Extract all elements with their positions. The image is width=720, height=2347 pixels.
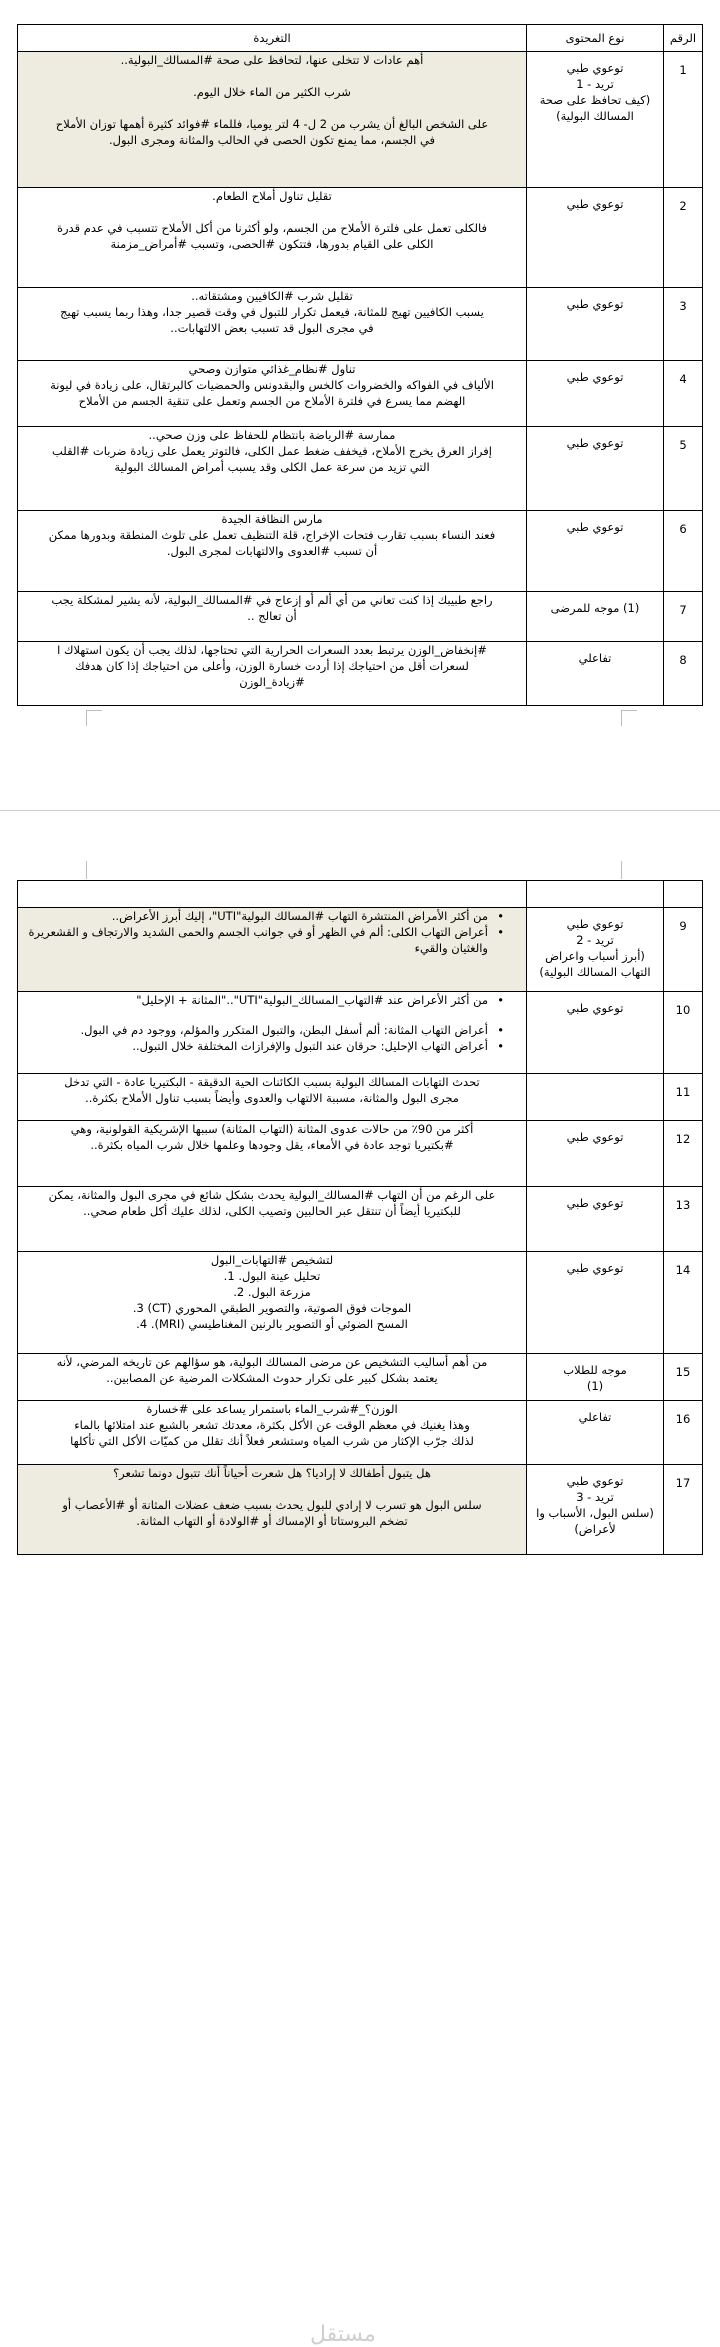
crop-mark — [86, 710, 87, 726]
text-line: (كيف تحافظ على صحة — [539, 93, 651, 107]
text-line: توعوي طبي — [566, 197, 624, 211]
text-line: (سلس البول، الأسباب وا — [536, 1506, 654, 1520]
text-line: الألياف في الفواكه والخضروات كالخس والبقدونس والحمضيات كالبرتقال، على زيادة في ليونة — [50, 378, 494, 392]
text-line: لذلك جرّب الإكثار من شرب المياه وستشعر فعلاً أنك تقلل من كميّات الأكل التي تأكلها — [70, 1434, 474, 1448]
text-line: راجع طبيبك إذا كنت تعاني من أي ألم أو إزعاج في #المسالك_البولية، لأنه يشير لمشكلة يجب — [51, 593, 493, 607]
text-line: سلس البول هو تسرب لا إرادي للبول يحدث بسبب ضعف عضلات المثانة أو #الأعصاب أو — [62, 1498, 482, 1512]
text-line: المسالك البولية) — [556, 109, 634, 123]
item-number: 2. — [233, 1285, 245, 1299]
text-line: الهضم مما يسرع في فلترة الأملاح من الجسم وتعمل على تنقية الجسم من الأملاح — [78, 394, 466, 408]
tweet-cell — [18, 908, 527, 992]
item-number: 3. — [132, 1301, 144, 1315]
content-type-cell — [527, 592, 664, 642]
header-num: الرقم — [664, 25, 703, 52]
table-row — [18, 188, 703, 288]
numbered-item — [26, 1300, 518, 1316]
text-line: الوزن؟_#شرب_الماء باستمرار يساعد على #خسارة — [146, 1402, 398, 1416]
text-line — [26, 1481, 518, 1497]
content-type-cell — [527, 1401, 664, 1465]
bullet-item: • أعراض التهاب الكلى: ألم في الظهر أو في جوانب الجسم والحمى الشديد والارتجاف و القشعريرة والغثيان والقيء — [26, 924, 518, 956]
table-row — [18, 427, 703, 511]
content-type-cell — [527, 992, 664, 1074]
content-type-cell — [527, 1354, 664, 1401]
bullet-item: • أعراض التهاب المثانة: ألم أسفل البطن، والتبول المتكرر والمؤلم، ووجود دم في البول. — [26, 1022, 518, 1038]
text-line: فعند النساء بسبب تقارب فتحات الإخراج، قلة التنظيف تعمل على تلوث المنطقة وبدورها ممكن — [48, 528, 496, 542]
document-page-1 — [0, 0, 720, 810]
numbered-item — [26, 1284, 518, 1300]
tweet-cell — [18, 52, 527, 188]
tweet-cell — [18, 992, 527, 1074]
table-row — [18, 1074, 703, 1121]
text-line: توعوي طبي — [566, 917, 624, 931]
text-line: توعوي طبي — [566, 1196, 624, 1210]
text-line: توعوي طبي — [566, 1474, 624, 1488]
text-line: شرب الكثير من الماء خلال اليوم. — [193, 85, 351, 99]
tweet-cell — [18, 361, 527, 427]
content-type-cell — [527, 1465, 664, 1555]
bullet-item: • من أكثر الأمراض المنتشرة التهاب #المسالك البولية"UTI"، إليك أبرز الأعراض.. — [26, 908, 518, 924]
row-number: 8 — [664, 642, 703, 706]
text-line: (أبرز أسباب واعراض — [545, 949, 645, 963]
text-line: #بكتيريا توجد عادة في الأمعاء، يقل وجودها وعلمها خلال شرب المياه بكثرة.. — [90, 1138, 454, 1152]
tweet-cell — [18, 288, 527, 361]
text-line: تريد - 1 — [576, 77, 614, 91]
bullet-item: • من أكثر الأعراض عند #التهاب_المسالك_البولية"UTI".."المثانة + الإحليل" — [26, 992, 518, 1008]
content-type-cell — [527, 1121, 664, 1187]
tweet-cell — [18, 1252, 527, 1354]
row-number: 17 — [664, 1465, 703, 1555]
tweet-cell — [18, 592, 527, 642]
text-line: يعتمد بشكل كبير على تكرار حدوث المشكلات المرضية عن المصابين.. — [106, 1371, 438, 1385]
header-tweet: التغريدة — [18, 25, 527, 52]
text-line: في مجرى البول قد تسبب بعض الالتهابات.. — [170, 321, 374, 335]
table-row — [18, 992, 703, 1074]
table-row — [18, 511, 703, 592]
table-row — [18, 288, 703, 361]
text-line: لأعراض) — [574, 1522, 616, 1536]
text-line: توعوي طبي — [566, 370, 624, 384]
text-line: أكثر من 90٪ من حالات عدوى المثانة (التهاب المثانة) سببها الإشريكية القولونية، وهي — [70, 1122, 474, 1136]
row-number: 9 — [664, 908, 703, 992]
text-line: ممارسة #الرياضة بانتظام للحفاظ على وزن صحي.. — [148, 428, 396, 442]
content-type-cell — [527, 1074, 664, 1121]
content-type-cell — [527, 188, 664, 288]
text-line: في الجسم، مما يمنع تكون الحصى في الحالب والمثانة ومجرى البول. — [108, 133, 436, 147]
numbered-item — [26, 1316, 518, 1332]
tweet-cell — [18, 1121, 527, 1187]
text-line: توعوي طبي — [566, 61, 624, 75]
item-text: المسح الضوئي أو التصوير بالرنين المغناطيسي (MRI). — [150, 1317, 408, 1331]
text-line: لسعرات أقل من احتياجك إذا أردت خسارة الوزن، وأعلى من احتياجك إذا كان هدفك — [75, 659, 469, 673]
header-type: نوع المحتوى — [527, 25, 664, 52]
content-type-cell — [527, 427, 664, 511]
tweet-cell — [18, 1465, 527, 1555]
row-number: 15 — [664, 1354, 703, 1401]
content-type-cell — [527, 52, 664, 188]
item-text: مزرعة البول. — [247, 1285, 311, 1299]
content-table-page-1 — [17, 24, 703, 706]
text-line: تريد - 3 — [576, 1490, 614, 1504]
table-row — [18, 642, 703, 706]
text-line — [527, 1082, 663, 1098]
watermark-logo: مستقل — [310, 2322, 376, 2347]
text-line: توعوي طبي — [566, 297, 624, 311]
row-number: 1 — [664, 52, 703, 188]
row-number: 10 — [664, 992, 703, 1074]
content-type-cell — [527, 908, 664, 992]
text-line: أهم عادات لا تتخلى عنها، لتحافظ على صحة #المسالك_البولية.. — [120, 53, 424, 67]
tweet-cell — [18, 1354, 527, 1401]
text-line: تحدث التهابات المسالك البولية بسبب الكائنات الحية الدقيقة - البكتيريا عادة - التي تدخل — [64, 1075, 480, 1089]
crop-mark — [621, 710, 622, 726]
text-line: هل يتبول أطفالك لا إراديا؟ هل شعرت أحياناً أنك تتبول دونما تشعر؟ — [113, 1466, 431, 1480]
row-number: 4 — [664, 361, 703, 427]
text-line: تقليل شرب #الكافيين ومشتقاته.. — [191, 289, 353, 303]
text-line: توعوي طبي — [566, 436, 624, 450]
table-row — [18, 361, 703, 427]
text-line — [26, 100, 518, 116]
text-line: إفراز العرق يخرج الأملاح، فيخفف ضغط عمل الكلى، فالتوتر يعمل على زيادة ضربات #القلب — [52, 444, 492, 458]
text-line: تريد - 2 — [576, 933, 614, 947]
text-line: أن تسبب #العدوى والالتهابات لمجرى البول. — [166, 544, 378, 558]
text-line — [26, 68, 518, 84]
table-row — [18, 1121, 703, 1187]
row-number: 12 — [664, 1121, 703, 1187]
text-line: مجرى البول والمثانة، مسببة الالتهاب والعدوى وأيضاً بسبب تناول الأملاح بكثرة.. — [85, 1091, 459, 1105]
text-line: موجه للطلاب — [563, 1363, 627, 1377]
text-line: (1) موجه للمرضى — [550, 601, 640, 615]
text-line: تضخم البروستاتا أو الإمساك أو #الولادة أو التهاب المثانة. — [136, 1514, 408, 1528]
table-row — [18, 1465, 703, 1555]
table-row — [18, 1252, 703, 1354]
text-line: (1) — [586, 1379, 604, 1393]
row-number: 16 — [664, 1401, 703, 1465]
item-text: الموجات فوق الصوتية، والتصوير الطبقي المحوري (CT) — [147, 1301, 412, 1315]
document-page-2 — [0, 811, 720, 2347]
row-number: 3 — [664, 288, 703, 361]
crop-mark — [621, 710, 637, 711]
row-number: 2 — [664, 188, 703, 288]
table-row — [18, 1401, 703, 1465]
table-header-row-empty — [18, 881, 703, 908]
text-line: توعوي طبي — [566, 1261, 624, 1275]
content-table-page-2 — [17, 880, 703, 1555]
text-line: من أهم أساليب التشخيص عن مرضى المسالك البولية، هو سؤالهم عن تاريخه المرضي، لأنه — [56, 1355, 488, 1369]
text-line: على الشخص البالغ أن يشرب من 2 ل- 4 لتر يوميا، فللماء #فوائد كثيرة أهمها توزان الأملاح — [55, 117, 489, 131]
table-row — [18, 592, 703, 642]
text-line: تفاعلي — [578, 1410, 612, 1424]
text-line: للبكتيريا أيضاً أن تنتقل عبر الحالبين وتصيب الكلى، لذلك عليك أكل طعام صحي.. — [83, 1204, 461, 1218]
row-number: 5 — [664, 427, 703, 511]
text-line: #إنخفاض_الوزن يرتبط بعدد السعرات الحرارية التي تحتاجها، لذلك يجب أن يكون استهلاك ا — [57, 643, 487, 657]
table-row — [18, 1354, 703, 1401]
text-line: تناول #نظام_غذائي متوازن وصحي — [188, 362, 356, 376]
row-number: 13 — [664, 1187, 703, 1252]
content-type-cell — [527, 288, 664, 361]
row-number: 7 — [664, 592, 703, 642]
text-line: توعوي طبي — [566, 1130, 624, 1144]
text-line: على الرغم من أن التهاب #المسالك_البولية يحدث بشكل شائع في مجرى البول والمثانة، يمكن — [48, 1188, 496, 1202]
tweet-cell — [18, 1074, 527, 1121]
list-title: لتشخيص #التهابات_البول — [210, 1253, 334, 1267]
row-number: 6 — [664, 511, 703, 592]
text-line: الكلى على القيام بدورها، فتتكون #الحصى، وتسبب #أمراض_مزمنة — [110, 237, 434, 251]
text-line: فالكلى تعمل على فلترة الأملاح من الجسم، ولو أكثرنا من أكل الأملاح تتسبب في عدم قدرة — [56, 221, 488, 235]
item-number: 4. — [136, 1317, 148, 1331]
row-number: 11 — [664, 1074, 703, 1121]
table-row — [18, 908, 703, 992]
table-row — [18, 52, 703, 188]
bullet-item: • أعراض التهاب الإحليل: حرقان عند التبول والإفرازات المختلفة خلال التبول.. — [26, 1038, 518, 1054]
text-line: وهذا يغنيك في معظم الوقت عن الأكل بكثرة، معدتك تشعر بالشبع عند امتلائها بالماء — [74, 1418, 470, 1432]
content-type-cell — [527, 1252, 664, 1354]
content-type-cell — [527, 511, 664, 592]
tweet-cell — [18, 1187, 527, 1252]
crop-mark — [86, 861, 87, 879]
text-line: التهاب المسالك البولية) — [539, 965, 651, 979]
tweet-cell — [18, 511, 527, 592]
content-type-cell — [527, 642, 664, 706]
row-number: 14 — [664, 1252, 703, 1354]
text-line: تفاعلي — [578, 651, 612, 665]
item-number: 1. — [223, 1269, 235, 1283]
text-line — [26, 204, 518, 220]
crop-mark — [621, 861, 622, 879]
tweet-cell — [18, 1401, 527, 1465]
numbered-item — [26, 1268, 518, 1284]
text-line: تقليل تناول أملاح الطعام. — [212, 189, 332, 203]
text-line: #زيادة_الوزن — [239, 675, 305, 689]
crop-mark — [86, 710, 102, 711]
tweet-cell — [18, 642, 527, 706]
text-line: مارس النظافة الجيدة — [221, 512, 323, 526]
tweet-cell — [18, 427, 527, 511]
text-line: يسبب الكافيين تهيج للمثانة، فيعمل تكرار للتبول في وقت قصير جدا، وهذا ربما يسبب تهيج — [60, 305, 484, 319]
text-line: أن تعالج .. — [247, 609, 297, 623]
content-type-cell — [527, 1187, 664, 1252]
text-line: التي تزيد من سرعة عمل الكلى وقد يسبب أمراض المسالك البولية — [114, 460, 430, 474]
item-text: تحليل عينة البول. — [238, 1269, 321, 1283]
text-line: توعوي طبي — [566, 520, 624, 534]
text-line: توعوي طبي — [566, 1001, 624, 1015]
table-header-row — [18, 25, 703, 52]
table-row — [18, 1187, 703, 1252]
content-type-cell — [527, 361, 664, 427]
tweet-cell — [18, 188, 527, 288]
